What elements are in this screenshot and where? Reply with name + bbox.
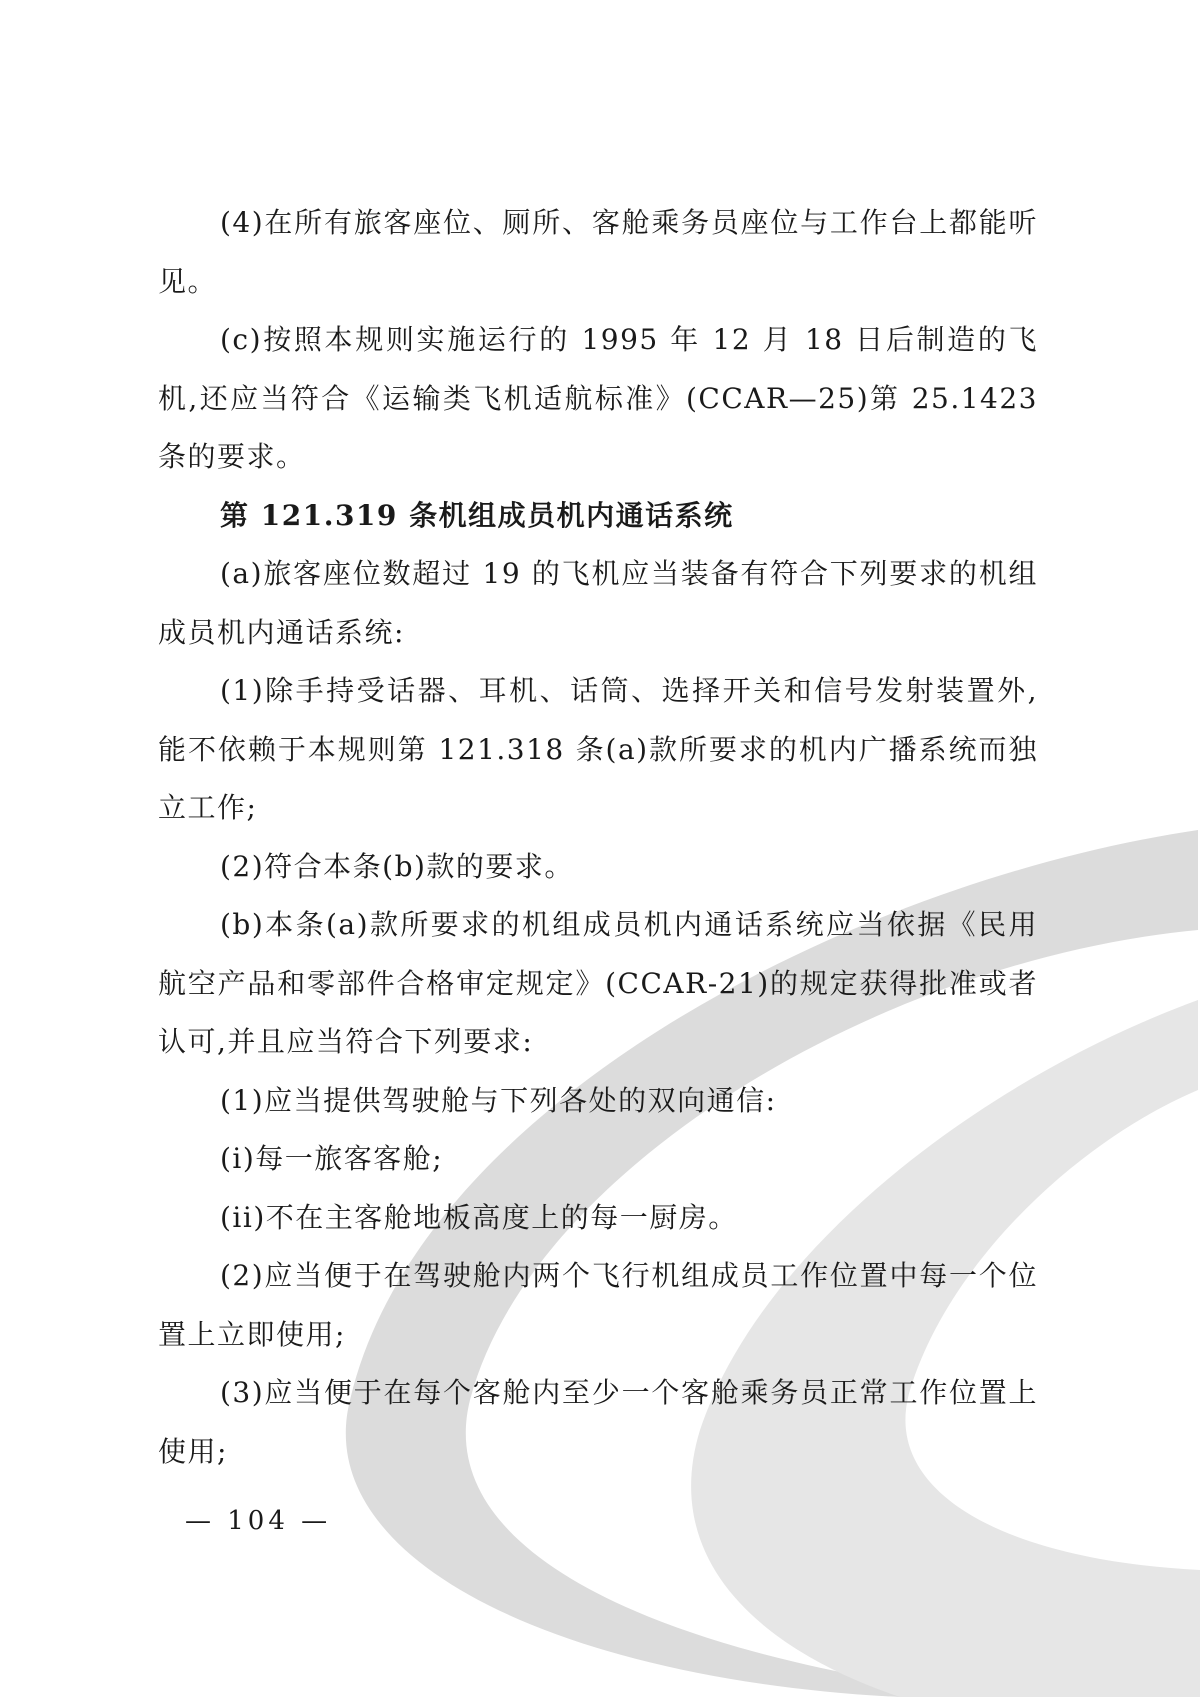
paragraph-4-audible: (4)在所有旅客座位、厕所、客舱乘务员座位与工作台上都能听见。 [158, 206, 1038, 298]
paragraph-b1-two-way: (1)应当提供驾驶舱与下列各处的双向通信: [220, 1083, 777, 1117]
paragraph-b3-attendant: (3)应当便于在每个客舱内至少一个客舱乘务员正常工作位置上使用; [158, 1376, 1038, 1468]
page-number: — 104 — [185, 1506, 332, 1536]
paragraph-a-interphone: (a)旅客座位数超过 19 的飞机应当装备有符合下列要求的机组成员机内通话系统: [158, 557, 1038, 649]
paragraph-b1-i-cabin: (i)每一旅客客舱; [220, 1142, 444, 1175]
paragraph-b1-ii-galley: (ii)不在主客舱地板高度上的每一厨房。 [220, 1200, 738, 1234]
paragraph-2-comply: (2)符合本条(b)款的要求。 [220, 849, 574, 883]
paragraph-b-approval: (b)本条(a)款所要求的机组成员机内通话系统应当依据《民用航空产品和零部件合格审定规定》(CCAR-21)的规定获得批准或者认可,并且应当符合下列要求: [158, 908, 1038, 1058]
page-body [158, 194, 1038, 1481]
paragraph-1-independent: (1)除手持受话器、耳机、话筒、选择开关和信号发射装置外,能不依赖于本规则第 121.318 条(a)款所要求的机内广播系统而独立工作; [158, 674, 1038, 824]
section-heading-121-319: 第 121.319 条机组成员机内通话系统 [220, 498, 734, 532]
paragraph-c-standard: (c)按照本规则实施运行的 1995 年 12 月 18 日后制造的飞机,还应当符合《运输类飞机适航标准》(CCAR—25)第 25.1423 条的要求。 [158, 323, 1038, 473]
paragraph-b2-cockpit: (2)应当便于在驾驶舱内两个飞行机组成员工作位置中每一个位置上立即使用; [158, 1259, 1038, 1351]
